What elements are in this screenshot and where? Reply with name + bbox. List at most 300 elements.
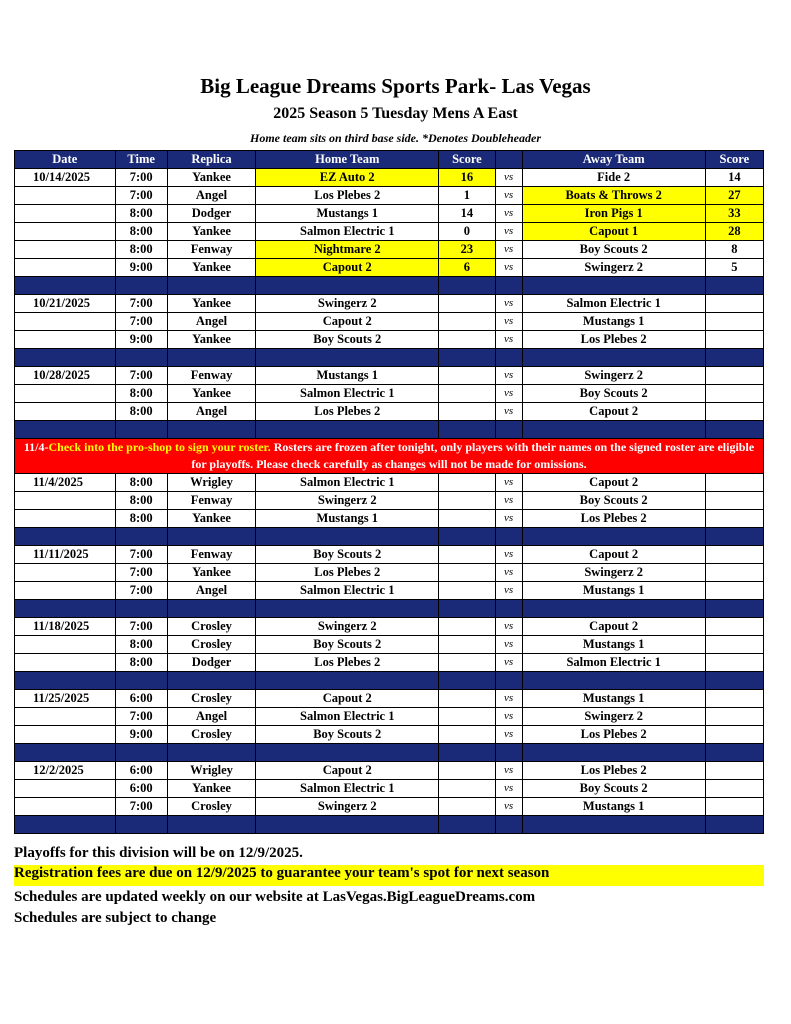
away-team: Boy Scouts 2 <box>522 385 705 403</box>
home-score <box>439 564 495 582</box>
away-score <box>705 654 763 672</box>
away-score: 28 <box>705 223 763 241</box>
game-time: 7:00 <box>115 708 167 726</box>
away-score <box>705 636 763 654</box>
game-time: 8:00 <box>115 223 167 241</box>
home-score <box>439 367 495 385</box>
game-row <box>15 331 764 349</box>
game-date: 10/28/2025 <box>15 367 116 385</box>
away-team: Capout 2 <box>522 618 705 636</box>
separator-cell <box>167 349 255 367</box>
game-date <box>15 241 116 259</box>
separator-cell <box>439 672 495 690</box>
game-row <box>15 223 764 241</box>
game-date <box>15 708 116 726</box>
away-score <box>705 690 763 708</box>
home-team: Mustangs 1 <box>256 367 439 385</box>
game-time: 7:00 <box>115 313 167 331</box>
game-time: 7:00 <box>115 564 167 582</box>
home-score: 16 <box>439 169 495 187</box>
game-field: Yankee <box>167 385 255 403</box>
away-team: Mustangs 1 <box>522 636 705 654</box>
separator-cell <box>256 349 439 367</box>
week-separator <box>15 528 764 546</box>
home-team: Salmon Electric 1 <box>256 385 439 403</box>
game-row <box>15 636 764 654</box>
game-field: Angel <box>167 187 255 205</box>
game-time: 8:00 <box>115 205 167 223</box>
game-time: 8:00 <box>115 474 167 492</box>
vs-label: vs <box>495 205 522 223</box>
home-team: Capout 2 <box>256 313 439 331</box>
vs-label: vs <box>495 690 522 708</box>
away-score: 33 <box>705 205 763 223</box>
separator-cell <box>439 744 495 762</box>
week-separator <box>15 277 764 295</box>
away-team: Mustangs 1 <box>522 798 705 816</box>
away-score <box>705 780 763 798</box>
game-time: 8:00 <box>115 510 167 528</box>
game-row <box>15 798 764 816</box>
vs-label: vs <box>495 636 522 654</box>
week-separator <box>15 672 764 690</box>
game-field: Angel <box>167 582 255 600</box>
game-field: Crosley <box>167 636 255 654</box>
separator-cell <box>705 421 763 439</box>
separator-cell <box>15 600 116 618</box>
away-score: 8 <box>705 241 763 259</box>
separator-cell <box>495 672 522 690</box>
game-date <box>15 403 116 421</box>
home-score: 1 <box>439 187 495 205</box>
separator-cell <box>439 600 495 618</box>
game-row <box>15 582 764 600</box>
game-row <box>15 546 764 564</box>
away-score: 27 <box>705 187 763 205</box>
home-team: Swingerz 2 <box>256 492 439 510</box>
page-title: Big League Dreams Sports Park- Las Vegas <box>200 74 591 98</box>
home-team: Swingerz 2 <box>256 798 439 816</box>
vs-label: vs <box>495 331 522 349</box>
game-date: 11/25/2025 <box>15 690 116 708</box>
column-header: Home Team <box>256 151 439 169</box>
home-score <box>439 313 495 331</box>
column-header: Score <box>439 151 495 169</box>
vs-label: vs <box>495 169 522 187</box>
game-field: Yankee <box>167 510 255 528</box>
game-time: 7:00 <box>115 618 167 636</box>
game-field: Yankee <box>167 331 255 349</box>
away-score <box>705 708 763 726</box>
vs-label: vs <box>495 726 522 744</box>
game-field: Yankee <box>167 223 255 241</box>
vs-label: vs <box>495 546 522 564</box>
home-team: Swingerz 2 <box>256 295 439 313</box>
away-score <box>705 385 763 403</box>
away-team: Los Plebes 2 <box>522 510 705 528</box>
home-team: Salmon Electric 1 <box>256 223 439 241</box>
away-team: Iron Pigs 1 <box>522 205 705 223</box>
away-team: Capout 1 <box>522 223 705 241</box>
game-field: Crosley <box>167 798 255 816</box>
game-field: Fenway <box>167 492 255 510</box>
game-time: 6:00 <box>115 780 167 798</box>
game-field: Wrigley <box>167 762 255 780</box>
vs-label: vs <box>495 241 522 259</box>
away-team: Swingerz 2 <box>522 708 705 726</box>
game-time: 7:00 <box>115 546 167 564</box>
game-date: 10/21/2025 <box>15 295 116 313</box>
separator-cell <box>495 816 522 834</box>
game-date <box>15 205 116 223</box>
game-field: Angel <box>167 708 255 726</box>
home-score <box>439 331 495 349</box>
home-score: 23 <box>439 241 495 259</box>
separator-cell <box>15 744 116 762</box>
game-row <box>15 654 764 672</box>
game-date <box>15 313 116 331</box>
game-row <box>15 618 764 636</box>
game-time: 7:00 <box>115 169 167 187</box>
home-team: EZ Auto 2 <box>256 169 439 187</box>
game-field: Yankee <box>167 295 255 313</box>
game-row <box>15 403 764 421</box>
game-row <box>15 241 764 259</box>
away-team: Los Plebes 2 <box>522 762 705 780</box>
game-date <box>15 780 116 798</box>
home-team: Los Plebes 2 <box>256 654 439 672</box>
vs-label: vs <box>495 510 522 528</box>
game-time: 8:00 <box>115 654 167 672</box>
separator-cell <box>705 277 763 295</box>
vs-label: vs <box>495 385 522 403</box>
home-score <box>439 708 495 726</box>
game-date <box>15 492 116 510</box>
game-field: Yankee <box>167 169 255 187</box>
separator-cell <box>115 744 167 762</box>
game-field: Dodger <box>167 654 255 672</box>
away-team: Swingerz 2 <box>522 564 705 582</box>
vs-label: vs <box>495 223 522 241</box>
away-team: Los Plebes 2 <box>522 331 705 349</box>
home-score: 14 <box>439 205 495 223</box>
game-field: Crosley <box>167 690 255 708</box>
separator-cell <box>256 744 439 762</box>
vs-label: vs <box>495 798 522 816</box>
separator-cell <box>15 421 116 439</box>
home-score <box>439 385 495 403</box>
game-time: 7:00 <box>115 582 167 600</box>
game-field: Crosley <box>167 726 255 744</box>
home-score <box>439 403 495 421</box>
away-score: 5 <box>705 259 763 277</box>
game-time: 6:00 <box>115 690 167 708</box>
separator-cell <box>522 672 705 690</box>
separator-cell <box>115 816 167 834</box>
away-score <box>705 726 763 744</box>
away-team: Capout 2 <box>522 546 705 564</box>
separator-cell <box>167 277 255 295</box>
separator-cell <box>256 421 439 439</box>
week-separator <box>15 600 764 618</box>
home-score <box>439 726 495 744</box>
vs-label: vs <box>495 403 522 421</box>
home-team: Mustangs 1 <box>256 510 439 528</box>
away-score <box>705 367 763 385</box>
roster-notice <box>15 439 764 474</box>
game-date <box>15 636 116 654</box>
separator-cell <box>115 600 167 618</box>
vs-label: vs <box>495 618 522 636</box>
separator-cell <box>115 528 167 546</box>
home-score <box>439 510 495 528</box>
game-row <box>15 762 764 780</box>
game-field: Yankee <box>167 780 255 798</box>
separator-cell <box>522 421 705 439</box>
game-date: 11/18/2025 <box>15 618 116 636</box>
home-team: Los Plebes 2 <box>256 564 439 582</box>
home-score: 0 <box>439 223 495 241</box>
column-header: Score <box>705 151 763 169</box>
game-date <box>15 331 116 349</box>
away-score <box>705 582 763 600</box>
game-row <box>15 474 764 492</box>
separator-cell <box>439 528 495 546</box>
separator-cell <box>522 816 705 834</box>
game-field: Crosley <box>167 618 255 636</box>
home-score <box>439 295 495 313</box>
home-team: Boy Scouts 2 <box>256 331 439 349</box>
separator-cell <box>15 349 116 367</box>
away-score <box>705 798 763 816</box>
vs-label: vs <box>495 654 522 672</box>
away-team: Boy Scouts 2 <box>522 492 705 510</box>
separator-cell <box>495 744 522 762</box>
game-date <box>15 798 116 816</box>
game-time: 9:00 <box>115 259 167 277</box>
game-row <box>15 385 764 403</box>
vs-label: vs <box>495 708 522 726</box>
separator-cell <box>115 277 167 295</box>
separator-cell <box>705 349 763 367</box>
game-time: 7:00 <box>115 367 167 385</box>
game-date <box>15 654 116 672</box>
away-score <box>705 313 763 331</box>
header-row <box>15 151 764 169</box>
separator-cell <box>256 816 439 834</box>
away-team: Los Plebes 2 <box>522 726 705 744</box>
away-team: Mustangs 1 <box>522 582 705 600</box>
home-score <box>439 582 495 600</box>
home-team: Salmon Electric 1 <box>256 780 439 798</box>
home-score <box>439 492 495 510</box>
home-team: Salmon Electric 1 <box>256 708 439 726</box>
away-score <box>705 510 763 528</box>
page-subtitle: 2025 Season 5 Tuesday Mens A East <box>273 105 518 122</box>
notice-body: Rosters are frozen after tonight, only players with their names on the signed roster are eligible for playoffs. Please check carefully as changes will not be made for omissions. <box>191 440 755 471</box>
separator-cell <box>15 816 116 834</box>
game-time: 8:00 <box>115 385 167 403</box>
website-note: Schedules are updated weekly on our website at LasVegas.BigLeagueDreams.com <box>14 889 536 905</box>
separator-cell <box>522 277 705 295</box>
game-date <box>15 187 116 205</box>
away-team: Mustangs 1 <box>522 313 705 331</box>
home-team: Capout 2 <box>256 259 439 277</box>
home-score <box>439 636 495 654</box>
home-team: Los Plebes 2 <box>256 187 439 205</box>
game-row <box>15 187 764 205</box>
vs-label: vs <box>495 295 522 313</box>
separator-cell <box>439 277 495 295</box>
vs-label: vs <box>495 564 522 582</box>
away-team: Boy Scouts 2 <box>522 241 705 259</box>
away-score <box>705 474 763 492</box>
home-team: Nightmare 2 <box>256 241 439 259</box>
separator-cell <box>439 421 495 439</box>
column-header <box>495 151 522 169</box>
home-team: Mustangs 1 <box>256 205 439 223</box>
game-field: Yankee <box>167 259 255 277</box>
separator-cell <box>495 421 522 439</box>
game-field: Fenway <box>167 241 255 259</box>
separator-cell <box>115 349 167 367</box>
game-date <box>15 510 116 528</box>
game-row <box>15 169 764 187</box>
away-team: Swingerz 2 <box>522 259 705 277</box>
away-team: Swingerz 2 <box>522 367 705 385</box>
home-team: Boy Scouts 2 <box>256 726 439 744</box>
week-separator <box>15 744 764 762</box>
column-header: Time <box>115 151 167 169</box>
separator-cell <box>522 349 705 367</box>
home-score <box>439 546 495 564</box>
separator-cell <box>439 349 495 367</box>
vs-label: vs <box>495 492 522 510</box>
seating-note: Home team sits on third base side. *Denotes Doubleheader <box>250 131 541 145</box>
away-score <box>705 762 763 780</box>
game-row <box>15 726 764 744</box>
away-score <box>705 331 763 349</box>
notice-highlight: Check into the pro-shop to sign your roster. <box>48 440 271 454</box>
separator-cell <box>705 528 763 546</box>
game-row <box>15 510 764 528</box>
separator-cell <box>15 277 116 295</box>
separator-cell <box>439 816 495 834</box>
away-score <box>705 564 763 582</box>
separator-cell <box>522 744 705 762</box>
game-field: Wrigley <box>167 474 255 492</box>
separator-cell <box>15 672 116 690</box>
vs-label: vs <box>495 474 522 492</box>
game-time: 9:00 <box>115 726 167 744</box>
game-date: 11/4/2025 <box>15 474 116 492</box>
notice-date: 11/4- <box>23 440 49 454</box>
away-score <box>705 403 763 421</box>
game-field: Fenway <box>167 367 255 385</box>
game-date <box>15 564 116 582</box>
separator-cell <box>495 528 522 546</box>
game-date <box>15 726 116 744</box>
game-date <box>15 385 116 403</box>
separator-cell <box>522 600 705 618</box>
game-date <box>15 582 116 600</box>
home-team: Swingerz 2 <box>256 618 439 636</box>
home-team: Salmon Electric 1 <box>256 474 439 492</box>
separator-cell <box>167 744 255 762</box>
separator-cell <box>495 600 522 618</box>
game-date: 12/2/2025 <box>15 762 116 780</box>
game-time: 7:00 <box>115 295 167 313</box>
playoffs-note: Playoffs for this division will be on 12/9/2025. <box>14 845 303 861</box>
game-row <box>15 295 764 313</box>
vs-label: vs <box>495 367 522 385</box>
separator-cell <box>256 277 439 295</box>
game-time: 8:00 <box>115 492 167 510</box>
game-date: 10/14/2025 <box>15 169 116 187</box>
schedule-table <box>14 150 764 834</box>
schedule-body <box>15 169 764 834</box>
game-time: 7:00 <box>115 798 167 816</box>
away-score: 14 <box>705 169 763 187</box>
vs-label: vs <box>495 762 522 780</box>
game-row <box>15 780 764 798</box>
away-score <box>705 492 763 510</box>
home-score <box>439 798 495 816</box>
separator-cell <box>167 600 255 618</box>
away-team: Boats & Throws 2 <box>522 187 705 205</box>
away-score <box>705 618 763 636</box>
separator-cell <box>256 672 439 690</box>
game-row <box>15 313 764 331</box>
away-team: Fide 2 <box>522 169 705 187</box>
game-time: 8:00 <box>115 636 167 654</box>
game-time: 7:00 <box>115 187 167 205</box>
home-team: Los Plebes 2 <box>256 403 439 421</box>
game-row <box>15 205 764 223</box>
game-row <box>15 367 764 385</box>
game-row <box>15 259 764 277</box>
away-team: Salmon Electric 1 <box>522 295 705 313</box>
separator-cell <box>495 349 522 367</box>
game-date <box>15 223 116 241</box>
vs-label: vs <box>495 187 522 205</box>
away-team: Boy Scouts 2 <box>522 780 705 798</box>
home-score <box>439 474 495 492</box>
game-row <box>15 492 764 510</box>
home-team: Capout 2 <box>256 690 439 708</box>
vs-label: vs <box>495 313 522 331</box>
game-time: 6:00 <box>115 762 167 780</box>
home-score <box>439 618 495 636</box>
separator-cell <box>115 672 167 690</box>
separator-cell <box>522 528 705 546</box>
game-row <box>15 708 764 726</box>
game-row <box>15 690 764 708</box>
away-score <box>705 546 763 564</box>
separator-cell <box>705 816 763 834</box>
game-row <box>15 564 764 582</box>
home-score <box>439 654 495 672</box>
away-team: Mustangs 1 <box>522 690 705 708</box>
column-header: Replica <box>167 151 255 169</box>
separator-cell <box>705 744 763 762</box>
home-score <box>439 690 495 708</box>
game-time: 8:00 <box>115 403 167 421</box>
vs-label: vs <box>495 780 522 798</box>
game-time: 8:00 <box>115 241 167 259</box>
vs-label: vs <box>495 582 522 600</box>
separator-cell <box>167 528 255 546</box>
